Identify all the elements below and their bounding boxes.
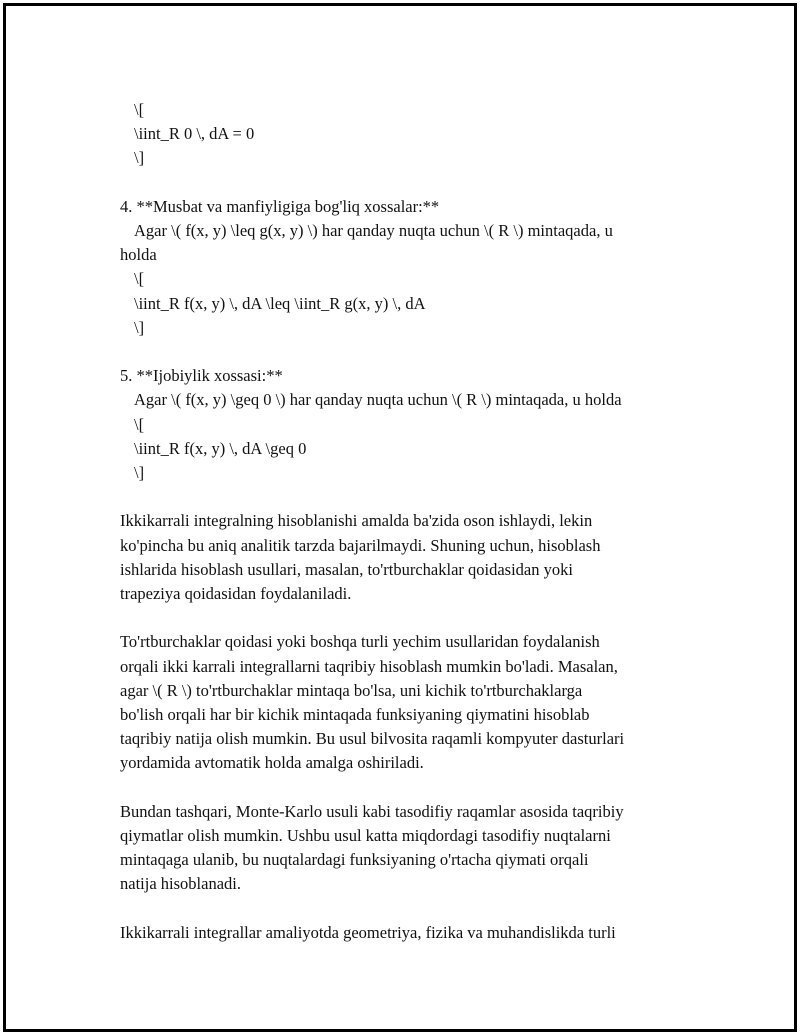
equation-line: \iint_R 0 \, dA = 0: [134, 124, 255, 144]
list-item-5: [120, 364, 690, 485]
paragraph-line: Bundan tashqari, Monte-Karlo usuli kabi tasodifiy raqamlar asosida taqribiy: [120, 801, 624, 821]
equation-close: \]: [134, 148, 145, 168]
equation-open: \[: [134, 269, 145, 289]
paragraph-4: [120, 921, 690, 945]
paragraph-3: [120, 800, 690, 897]
equation-open: \[: [134, 100, 145, 119]
paragraph-2: [120, 630, 690, 775]
paragraph-line: taqribiy natija olish mumkin. Bu usul bilvosita raqamli kompyuter dasturlari: [120, 729, 625, 749]
equation-open: \[: [134, 414, 145, 434]
list-item-text: Agar \( f(x, y) \geq 0 \) har qanday nuqta uchun \( R \) mintaqada, u holda: [134, 390, 622, 410]
equation-block-top: [120, 98, 690, 171]
paragraph-line: ishlarida hisoblash usullari, masalan, to'rtburchaklar qoidasidan yoki: [120, 559, 573, 579]
paragraph-line: natija hisoblanadi.: [120, 874, 241, 894]
equation-close: \]: [134, 463, 145, 483]
paragraph-1: [120, 509, 690, 606]
paragraph-line: mintaqaga ulanib, bu nuqtalardagi funksiyaning o'rtacha qiymati orqali: [120, 850, 589, 870]
document-page: [3, 3, 797, 1032]
paragraph-line: yordamida avtomatik holda amalga oshiriladi.: [120, 753, 424, 773]
list-item-text: Agar \( f(x, y) \leq g(x, y) \) har qanday nuqta uchun \( R \) mintaqada, u: [134, 221, 613, 240]
paragraph-line: To'rtburchaklar qoidasi yoki boshqa turli yechim usullaridan foydalanish: [120, 632, 600, 652]
paragraph-line: trapeziya qoidasidan foydalaniladi.: [120, 584, 352, 604]
paragraph-line: ko'pincha bu aniq analitik tarzda bajarilmaydi. Shuning uchun, hisoblash: [120, 535, 601, 555]
list-item-heading: 5. **Ijobiylik xossasi:**: [120, 366, 283, 386]
paragraph-line: bo'lish orqali har bir kichik mintaqada funksiyaning qiymatini hisoblab: [120, 705, 590, 725]
equation-line: \iint_R f(x, y) \, dA \geq 0: [134, 438, 307, 458]
equation-close: \]: [134, 317, 145, 337]
paragraph-line: Ikkikarrali integrallar amaliyotda geometriya, fizika va muhandislikda turli: [120, 922, 616, 942]
list-item-heading: 4. **Musbat va manfiyligiga bog'liq xossalar:**: [120, 196, 440, 216]
paragraph-line: qiymatlar olish mumkin. Ushbu usul katta miqdordagi tasodifiy nuqtalarni: [120, 826, 611, 846]
list-item-4: [120, 195, 690, 340]
equation-line: \iint_R f(x, y) \, dA \leq \iint_R g(x, y) \, dA: [134, 293, 426, 313]
paragraph-line: agar \( R \) to'rtburchaklar mintaqa bo'lsa, uni kichik to'rtburchaklarga: [120, 680, 583, 700]
document-body: [120, 98, 690, 969]
paragraph-line: Ikkikarrali integralning hisoblanishi amalda ba'zida oson ishlaydi, lekin: [120, 511, 593, 531]
list-item-text-wrap: holda: [120, 245, 157, 265]
paragraph-line: orqali ikki karrali integrallarni taqribiy hisoblash mumkin bo'ladi. Masalan,: [120, 656, 618, 676]
